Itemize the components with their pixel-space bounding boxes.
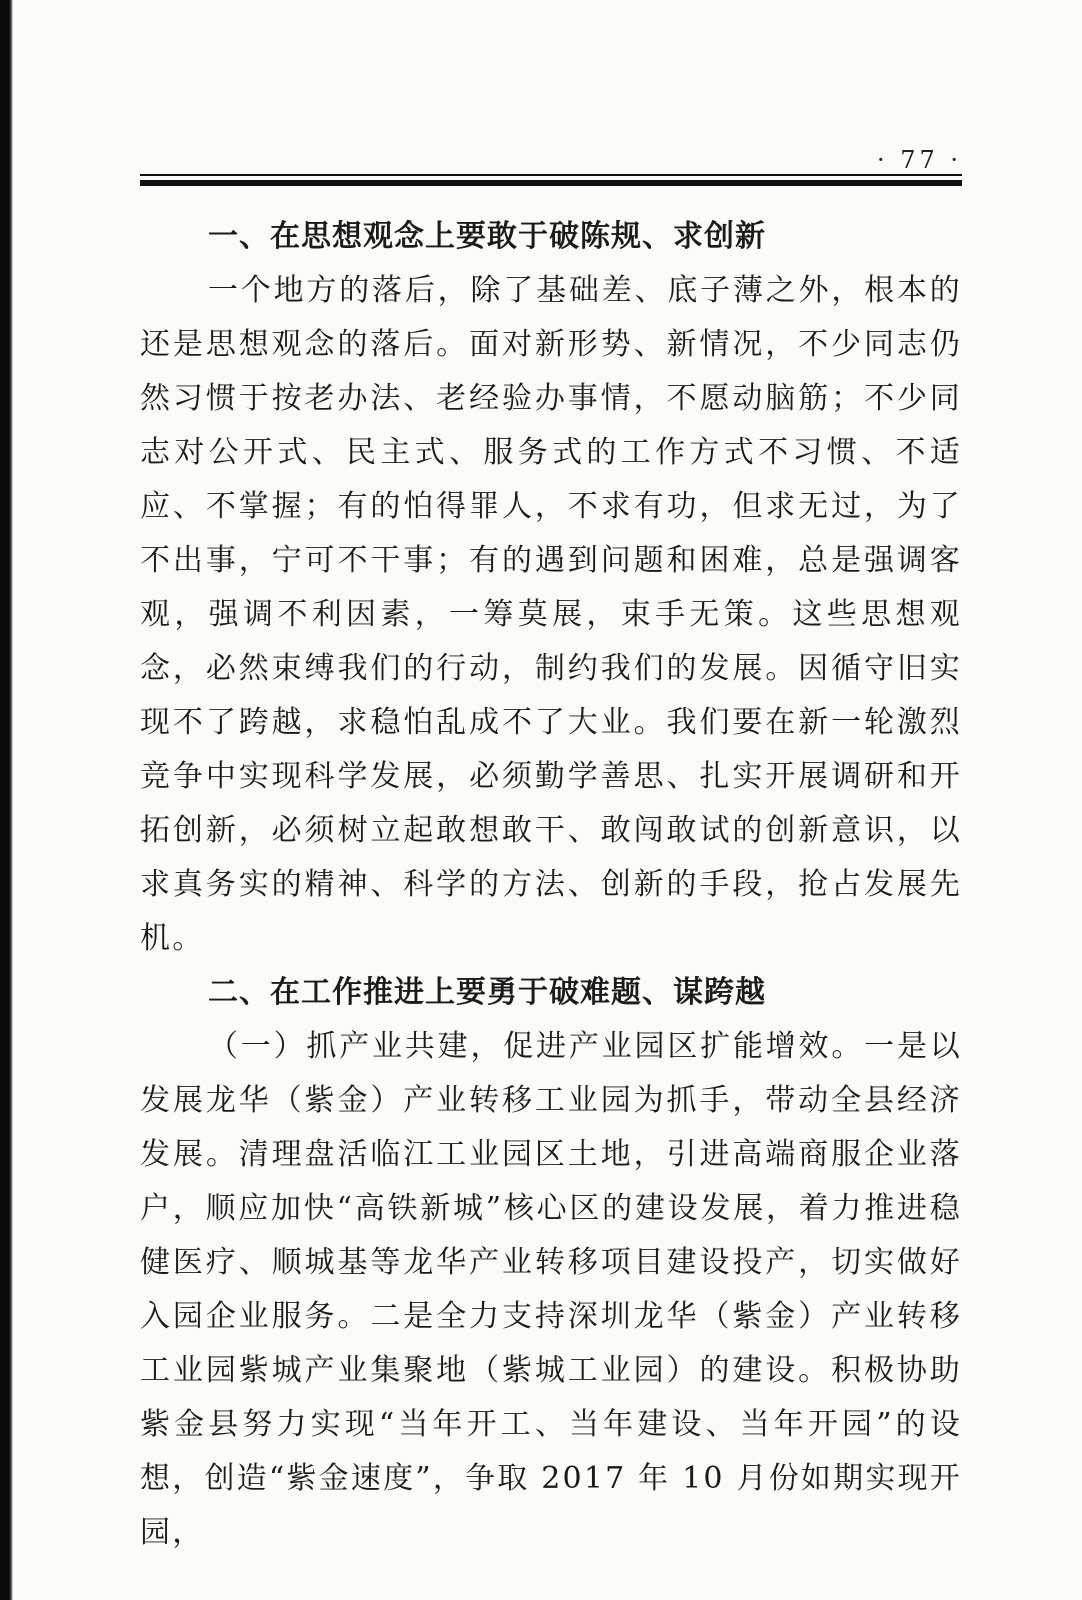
section-paragraph-1: 一个地方的落后，除了基础差、底子薄之外，根本的还是思想观念的落后。面对新形势、新情况，不少同志仍然习惯于按老办法、老经验办事情，不愿动脑筋；不少同志对公开式、民主式、服务式的工作方式不习惯、不适应、不掌握；有的怕得罪人，不求有功，但求无过，为了不出事，宁可不干事；有的遇到问题和困难，总是强调客观，强调不利因素，一筹莫展，束手无策。这些思想观念，必然束缚我们的行动，制约我们的发展。因循守旧实现不了跨越，求稳怕乱成不了大业。我们要在新一轮激烈竞争中实现科学发展，必须勤学善思、扎实开展调研和开拓创新，必须树立起敢想敢干、敢闯敢试的创新意识，以求真务实的精神、科学的方法、创新的手段，抢占发展先机。 <box>140 273 962 956</box>
section-paragraph-2: （一）抓产业共建，促进产业园区扩能增效。一是以发展龙华（紫金）产业转移工业园为抓手，带动全县经济发展。清理盘活临江工业园区土地，引进高端商服企业落户，顺应加快“高铁新城”核心区的建设发展，着力推进稳健医疗、顺城基等龙华产业转移项目建设投产，切实做好入园企业服务。二是全力支持深圳龙华（紫金）产业转移工业园紫城产业集聚地（紫城工业园）的建设。积极协助紫金县努力实现“当年开工、当年建设、当年开园”的设想，创造“紫金速度”，争取 2017 年 10 月份如期实现开园， <box>140 1029 962 1550</box>
page-number: · 77 · <box>876 146 962 174</box>
body-text <box>140 210 962 1560</box>
section-heading-2: 二、在工作推进上要勇于破难题、谋跨越 <box>208 975 766 1010</box>
section-heading-1: 一、在思想观念上要敢于破陈规、求创新 <box>208 219 766 254</box>
header-rule-thin <box>140 174 962 176</box>
scan-border <box>0 0 13 1600</box>
header-rule-thick <box>140 180 962 186</box>
